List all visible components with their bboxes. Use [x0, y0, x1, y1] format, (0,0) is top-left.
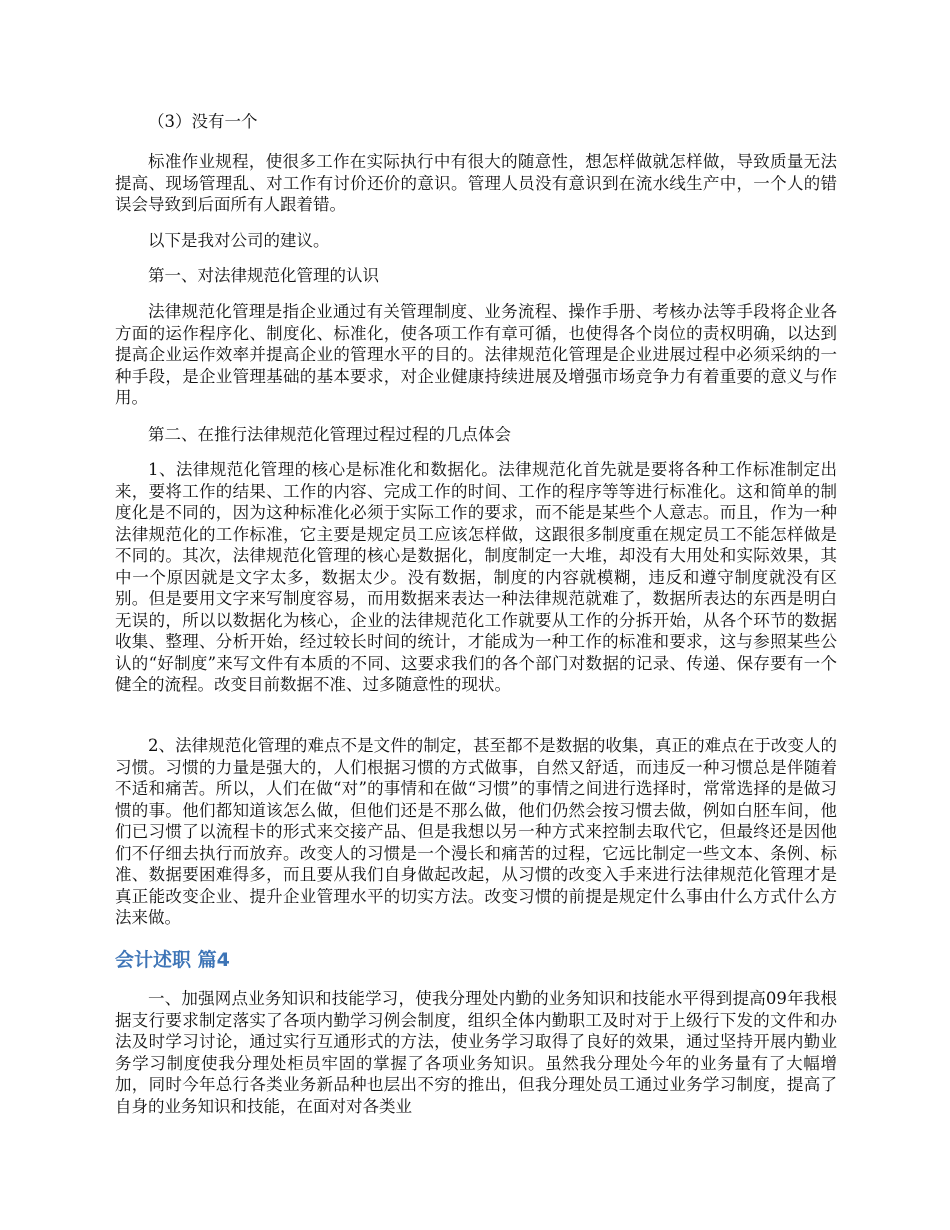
paragraph-heading-one: 第一、对法律规范化管理的认识	[148, 266, 379, 285]
paragraph-point-one: 1、法律规范化管理的核心是标准化和数据化。法律规范化首先就是要将各种工作标准制定出来，要将工作的结果、工作的内容、完成工作的时间、工作的程序等等进行标准化。这和简单的制度化是不同的，因为这种标准化必须于实际工作的要求，而不能是某些个人意志。而且，作为一种法律规范化的工作标准，它主要是规定员工应该怎样做，这跟很多制度重在规定员工不能怎样做是不同的。其次，法律规范化管理的核心是数据化，制度制定一大堆，却没有大用处和实际效果，其中一个原因就是文字太多，数据太少。没有数据，制度的内容就模糊，违反和遵守制度就没有区别。但是要用文字来写制度容易，而用数据来表达一种法律规范就难了，数据所表达的东西是明白无误的，所以以数据化为核心，企业的法律规范化工作就要从工作的分拆开始，从各个环节的数据收集、整理、分析开始，经过较长时间的统计，才能成为一种工作的标准和要求，这与参照某些公认的“好制度”来写文件有本质的不同、这要求我们的各个部门对数据的记录、传递、保存要有一个健全的流程。改变目前数据不准、过多随意性的现状。	[115, 460, 837, 694]
paragraph-intro: （3）没有一个	[148, 112, 258, 131]
paragraph-legal-management: 法律规范化管理是指企业通过有关管理制度、业务流程、操作手册、考核办法等手段将企业各方面的运作程序化、制度化、标准化，使各项工作有章可循，也使得各个岗位的责权明确，以达到提高企业运作效率并提高企业的管理水平的目的。法律规范化管理是企业进展过程中必须采纳的一种手段，是企业管理基础的基本要求，对企业健康持续进展及增强市场竞争力有着重要的意义与作用。	[115, 302, 837, 407]
paragraph-heading-two: 第二、在推行法律规范化管理过程过程的几点体会	[148, 425, 511, 444]
paragraph-standard-procedure: 标准作业规程，使很多工作在实际执行中有很大的随意性，想怎样做就怎样做，导致质量无法提高、现场管理乱、对工作有讨价还价的意识。管理人员没有意识到在流水线生产中，一个人的错误会导致到后面所有人跟着错。	[115, 152, 837, 214]
section-heading: 会计述职 篇4	[115, 949, 230, 971]
paragraph-section-body: 一、加强网点业务知识和技能学习，使我分理处内勤的业务知识和技能水平得到提高09年我根据支行要求制定落实了各项内勤学习例会制度，组织全体内勤职工及时对于上级行下发的文件和办法及时学习讨论，通过实行互通形式的方法，使业务学习取得了良好的效果，通过坚持开展内勤业务学习制度使我分理处柜员牢固的掌握了各项业务知识。虽然我分理处今年的业务量有了大幅增加，同时今年总行各类业务新品种也层出不穷的推出，但我分理处员工通过业务学习制度，提高了自身的业务知识和技能，在面对对各类业	[115, 989, 837, 1116]
paragraph-point-two: 2、法律规范化管理的难点不是文件的制定，甚至都不是数据的收集，真正的难点在于改变人的习惯。习惯的力量是强大的，人们根据习惯的方式做事，自然又舒适，而违反一种习惯总是伴随着不适和痛苦。所以，人们在做“对”的事情和在做“习惯”的事情之间进行选择时，常常选择的是做习惯的事。他们都知道该怎么做，但他们还是不那么做，他们仍然会按习惯去做，例如白胚车间，他们已习惯了以流程卡的形式来交接产品、但是我想以另一种方式来控制去取代它，但最终还是因他们不仔细去执行而放弃。改变人的习惯是一个漫长和痛苦的过程，它远比制定一些文本、条例、标准、数据要困难得多，而且要从我们自身做起改起，从习惯的改变入手来进行法律规范化管理才是真正能改变企业、提升企业管理水平的切实方法。改变习惯的前提是规定什么事由什么方式什么方法来做。	[115, 736, 837, 927]
paragraph-suggestion-intro: 以下是我对公司的建议。	[148, 231, 330, 250]
